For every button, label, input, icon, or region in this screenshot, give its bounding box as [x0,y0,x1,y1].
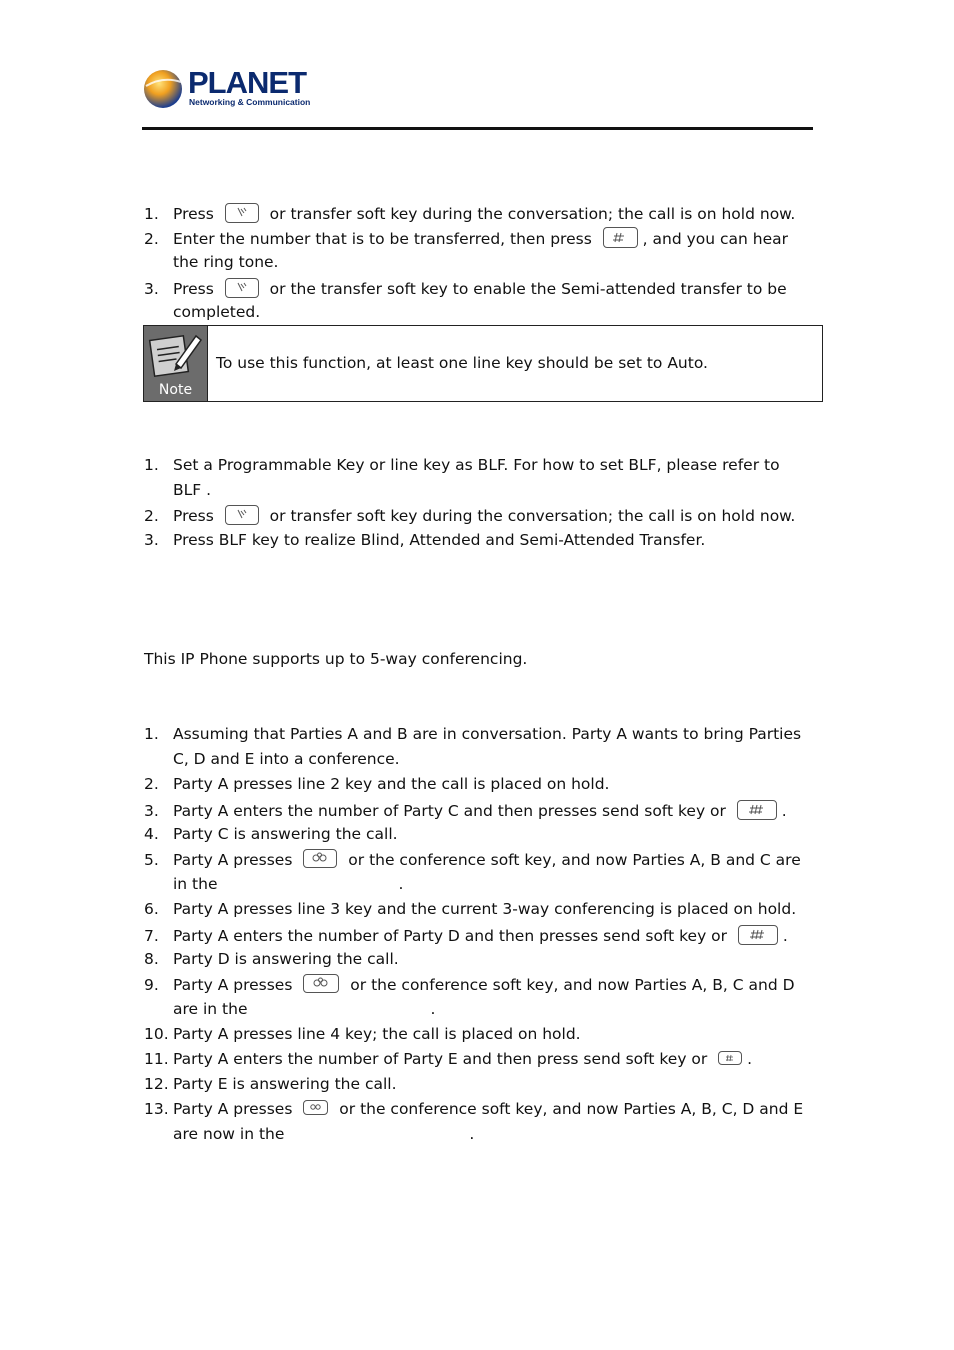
list-item: 5. Party A presses or the conference soft key, and now Parties A, B and C are [144,851,801,869]
conference-key-icon [303,849,337,868]
conference-key-icon [303,1100,328,1115]
list-item: 3. Party A enters the number of Party C and then presses send soft key or . [144,801,787,821]
list-item: 8. Party D is answering the call. [144,950,399,968]
send-key-icon [603,227,638,248]
brand-name: PLANET [188,65,306,100]
list-item-continuation: the ring tone. [173,253,279,271]
list-item: 12. Party E is answering the call. [144,1075,397,1093]
list-item: 2. Press or transfer soft key during the conversation; the call is on hold now. [144,506,795,526]
list-item-continuation: BLF . [173,481,212,499]
send-key-icon [737,800,777,820]
transfer-key-icon [225,505,259,525]
list-item: 1. Assuming that Parties A and B are in conversation. Party A wants to bring Parties [144,725,802,743]
list-item-continuation: C, D and E into a conference. [173,750,400,768]
globe-icon [143,68,185,110]
send-key-icon [738,925,778,945]
list-item-continuation: are now in the . [173,1125,475,1143]
conference-key-icon [303,974,339,993]
transfer-key-icon [225,203,259,223]
note-text: To use this function, at least one line key should be set to Auto. [216,354,708,372]
list-item: 10. Party A presses line 4 key; the call is placed on hold. [144,1025,581,1043]
list-item: 2. Enter the number that is to be transferred, then press , and you can hear [144,229,788,249]
list-item-continuation: completed. [173,303,261,321]
send-key-icon [718,1051,742,1065]
list-item: 6. Party A presses line 3 key and the current 3-way conferencing is placed on hold. [144,900,797,918]
transfer-key-icon [225,278,259,298]
conference-intro: This IP Phone supports up to 5-way conferencing. [144,650,528,668]
note-label: Note [158,382,193,398]
list-item: 1. Set a Programmable Key or line key as BLF. For how to set BLF, please refer to [144,456,780,474]
list-item: 3. Press BLF key to realize Blind, Attended and Semi-Attended Transfer. [144,531,706,549]
brand-tagline: Networking & Communication [189,97,311,107]
list-item: 9. Party A presses or the conference soft key, and now Parties A, B, C and D [144,976,795,994]
list-item: 11. Party A enters the number of Party E and then press send soft key or . [144,1050,753,1068]
header-rule [142,127,813,130]
list-item-continuation: are in the . [173,1000,436,1018]
planet-logo [143,66,313,110]
list-item: 4. Party C is answering the call. [144,825,398,843]
list-item: 7. Party A enters the number of Party D and then presses send soft key or . [144,926,788,946]
list-item: 1. Press or transfer soft key during the conversation; the call is on hold now. [144,204,795,224]
list-item-continuation: in the . [173,875,404,893]
list-item: 13. Party A presses or the conference soft key, and now Parties A, B, C, D and E [144,1100,804,1118]
list-item: 3. Press or the transfer soft key to enable the Semi-attended transfer to be [144,279,787,299]
list-item: 2. Party A presses line 2 key and the call is placed on hold. [144,775,610,793]
note-box [143,325,823,402]
note-icon [144,326,208,401]
